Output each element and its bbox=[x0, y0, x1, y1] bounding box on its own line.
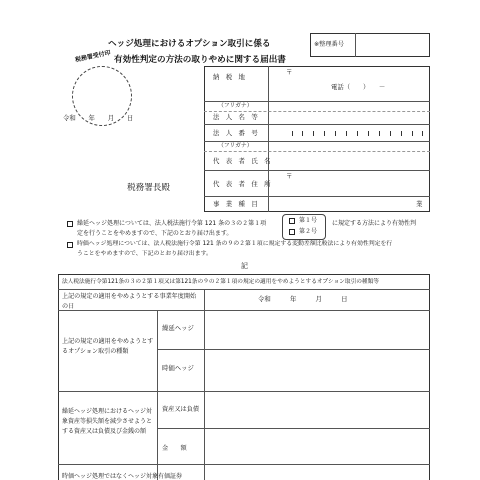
corporate-number-label: 法 人 番 号 bbox=[213, 129, 258, 137]
phone-field: 電話（ ） － bbox=[331, 83, 386, 91]
filing-date-label: 令和 年 月 日 bbox=[63, 114, 134, 122]
row-hedged-assets-asset: 資産又は負債 bbox=[162, 406, 200, 413]
choice-item2-checkbox[interactable] bbox=[289, 229, 295, 235]
stamp-label: 税務署受付印 bbox=[74, 49, 112, 64]
business-type-suffix: 業 bbox=[416, 200, 423, 208]
option-deferred-hedge-text-suffix: に規定する方法により有効性判 bbox=[332, 220, 417, 227]
row-option-type-fair-value: 時価ヘッジ bbox=[162, 364, 194, 372]
option-deferred-hedge-text: 繰延ヘッジ処理については、法人税法施行令第 121 条の３の２第１項 bbox=[77, 220, 267, 227]
row-option-type-deferred: 繰延ヘッジ bbox=[162, 324, 194, 332]
details-table-caption: 法人税法施行令第121条の３の２第１項又は第121条の９の２第１項の規定の適用をやめようとするオプション取引の種類等 bbox=[62, 279, 379, 285]
row-start-date-label: 上記の規定の適用をやめようとする事業年度開始の日 bbox=[62, 293, 197, 310]
row-option-type-label: 上記の規定の適用をやめようとするオプション取引の種類 bbox=[62, 338, 154, 355]
option-fair-value-hedge-text: 時価ヘッジ処理については、法人税法施行令第 121 条の９の２第１項に規定する変動差額比較法により有効性判定を行 bbox=[77, 241, 393, 247]
row-securities-label: 時価ヘッジ処理ではなくヘッジ対象有価証券 bbox=[62, 473, 183, 480]
option-fair-value-hedge-text-2: うことをやめますので、下記のとおり届け出ます。 bbox=[77, 251, 212, 257]
notes-heading: 記 bbox=[241, 262, 248, 270]
furigana-label-1: （フリガナ） bbox=[218, 103, 253, 109]
representative-name-label: 代 表 者 氏 名 bbox=[213, 157, 271, 165]
applicant-fields-table bbox=[204, 66, 430, 212]
row-start-date-value[interactable]: 令和 年 月 日 bbox=[258, 295, 348, 303]
row-hedged-assets-label: 繰延ヘッジ処理におけるヘッジ対象資産等損失額を減少させようとする資産又は負債及び金銭の額 bbox=[62, 408, 153, 435]
tax-office-addressee: 税務署長殿 bbox=[127, 183, 170, 193]
postal-mark: 〒 bbox=[286, 68, 293, 76]
option-deferred-hedge-text-2: 定を行うことをやめますので、下記のとおり届け出ます。 bbox=[77, 230, 233, 237]
furigana-label-2: （フリガナ） bbox=[218, 143, 253, 149]
corporation-name-label: 法 人 名 等 bbox=[213, 113, 258, 121]
option-fair-value-hedge-checkbox[interactable] bbox=[67, 242, 73, 248]
row-hedged-assets-amount: 金 額 bbox=[162, 445, 187, 452]
reference-number-label: ※整理番号 bbox=[314, 41, 344, 48]
representative-postal-mark: 〒 bbox=[286, 172, 293, 180]
corporate-number-digit-boxes[interactable] bbox=[288, 127, 426, 139]
choice-item2-label: 第２号 bbox=[299, 228, 318, 235]
form-title-line2: 有効性判定の方法の取りやめに関する届出書 bbox=[114, 55, 286, 65]
business-type-label: 事 業 種 目 bbox=[213, 200, 258, 208]
form-title-line1: ヘッジ処理におけるオプション取引に係る bbox=[108, 39, 271, 49]
tax-address-label: 納 税 地 bbox=[213, 73, 245, 81]
option-deferred-hedge-checkbox[interactable] bbox=[67, 221, 73, 227]
choice-item1-checkbox[interactable] bbox=[289, 218, 295, 224]
representative-address-label: 代 表 者 住 所 bbox=[213, 180, 271, 188]
choice-item1-label: 第１号 bbox=[299, 217, 318, 224]
